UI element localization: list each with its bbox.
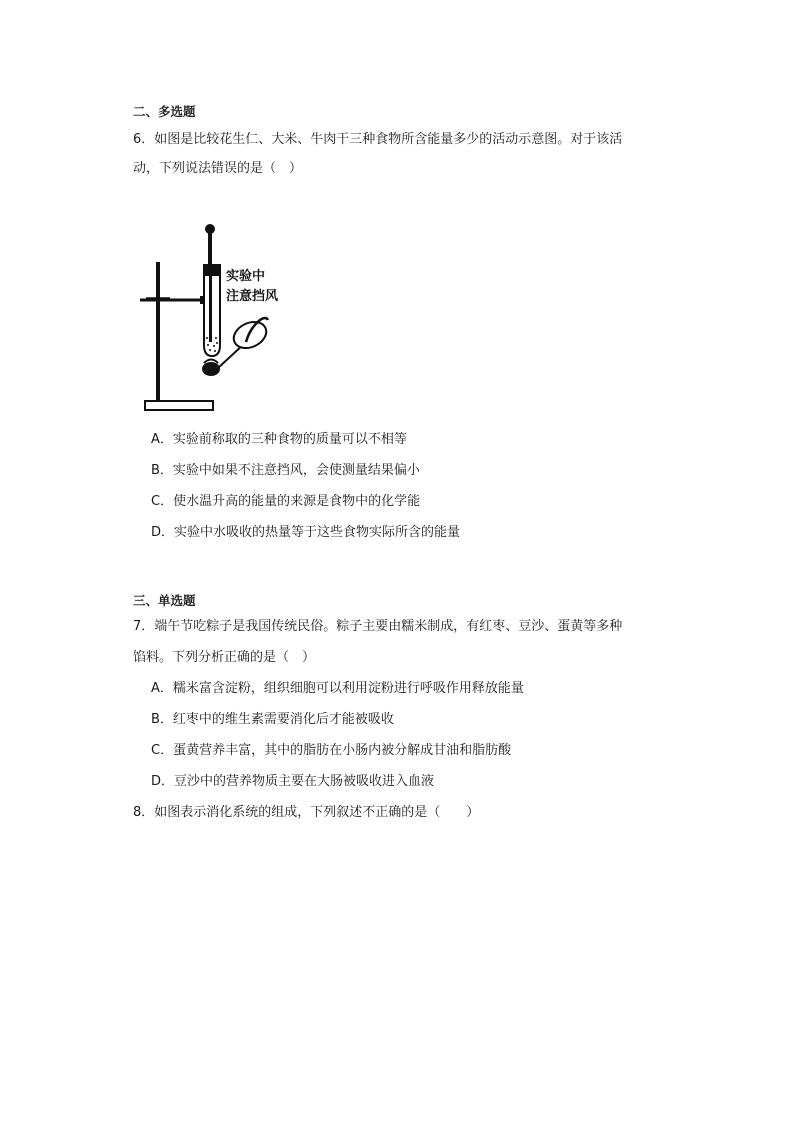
question-6-stem-line1: 6．如图是比较花生仁、大米、牛肉干三种食物所含能量多少的活动示意图。对于该活	[133, 132, 623, 147]
question-7-option-a: A．糯米富含淀粉，组织细胞可以利用淀粉进行呼吸作用释放能量	[151, 681, 524, 696]
question-6-option-b: B．实验中如果不注意挡风，会使测量结果偏小	[151, 463, 420, 478]
figure-label-line1: 实验中	[226, 269, 266, 284]
experiment-apparatus-figure	[140, 220, 300, 415]
thermometer-upper	[208, 232, 212, 268]
question-6-option-c: C．使水温升高的能量的来源是食物中的化学能	[151, 494, 421, 509]
question-8-stem-line1: 8．如图表示消化系统的组成，下列叙述不正确的是（ ）	[133, 805, 480, 820]
section-title-single-choice: 三、单选题	[133, 593, 196, 608]
figure-label-line2: 注意挡风	[226, 289, 279, 304]
stand-base	[145, 401, 213, 410]
stand-rod	[156, 262, 160, 402]
section-title-multiple-choice: 二、多选题	[133, 104, 196, 119]
burning-food	[202, 362, 220, 376]
question-7-option-b: B．红枣中的维生素需要消化后才能被吸收	[151, 712, 394, 727]
question-7-option-c: C．蛋黄营养丰富，其中的脂肪在小肠内被分解成甘油和脂肪酸	[151, 743, 512, 758]
tube-stopper	[203, 264, 221, 276]
question-7-option-d: D．豆沙中的营养物质主要在大肠被吸收进入血液	[151, 774, 435, 789]
question-6-stem-line2: 动，下列说法错误的是（ ）	[133, 161, 303, 176]
cork-holder	[230, 317, 271, 353]
question-6-option-a: A．实验前称取的三种食物的质量可以不相等	[151, 432, 407, 447]
thermometer-stem	[209, 276, 212, 342]
question-7-stem-line2: 馅料。下列分析正确的是（ ）	[133, 650, 316, 665]
question-7-stem-line1: 7．端午节吃粽子是我国传统民俗。粽子主要由糯米制成，有红枣、豆沙、蛋黄等多种	[133, 619, 623, 634]
question-6-option-d: D．实验中水吸收的热量等于这些食物实际所含的能量	[151, 525, 461, 540]
